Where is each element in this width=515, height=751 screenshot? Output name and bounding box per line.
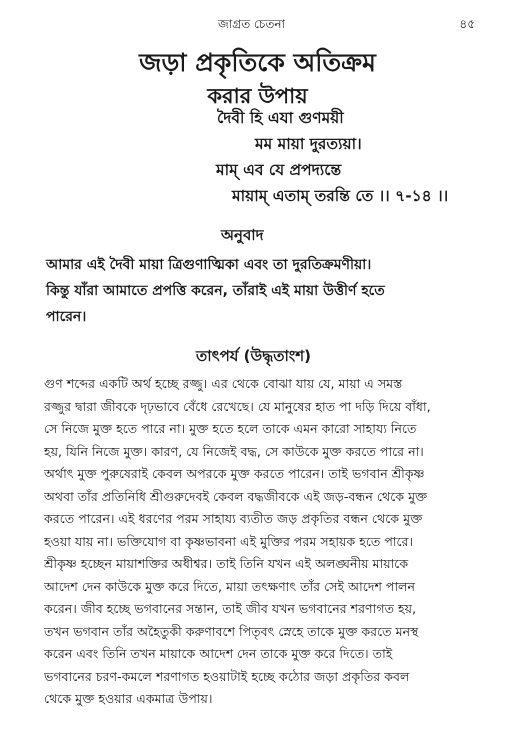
purport-line: থেকে মুক্ত হওয়ার একমাত্র উপায়।: [44, 691, 213, 706]
purport-line: করতে পারেন। এই ধরণের পরম সাহায্য ব্যতীত জড় প্রকৃতির বন্ধন থেকে মুক্ত: [44, 511, 423, 526]
translation-line-1: আমার এই দৈবী মায়া ত্রিগুণাত্মিকা এবং তা দুরতিক্রমণীয়া।: [46, 257, 372, 273]
purport-line: করেন এবং তিনি তখন মায়াকে আদেশ দেন তাকে মুক্ত করে দিতে। তাই: [44, 646, 393, 661]
running-head: জাগ্রত চেতনা: [218, 17, 286, 31]
translation-line-2: কিন্তু যাঁরা আমাতে প্রপত্তি করেন, তাঁরাই এই মায়া উত্তীর্ণ হতে: [46, 283, 385, 299]
verse-line-2: মম মায়া দুরত্যয়া।: [255, 135, 362, 153]
purport-line: অর্থাৎ মুক্ত পুরুষেরাই কেবল অপরকে মুক্ত করতে পারেন। তাই ভগবান শ্রীকৃষ্ণ: [44, 466, 425, 481]
purport-line: হয়, যিনি নিজে মুক্ত। কারণ, যে নিজেই বদ্ধ, সে কাউকে মুক্ত করতে পারে না।: [44, 443, 424, 459]
verse-line-4: মায়াম্‌ এতাম্‌ তরন্তি তে ।। ৭-১৪ ।।: [232, 187, 449, 205]
purport-line: হওয়া যায় না। ভক্তিযোগ বা কৃষ্ণভাবনা এই মুক্তির পরম সহায়ক হতে পারে।: [44, 533, 414, 549]
purport-line: সে নিজে মুক্ত হতে পারে না। মুক্ত হতে হলে তাকে এমন কারো সাহায্য নিতে: [44, 421, 417, 436]
purport-line: রজ্জুর দ্বারা জীবকে দৃঢ়ভাবে বেঁধে রেখেছে। যে মানুষের হাত পা দড়ি দিয়ে বাঁধা,: [44, 398, 431, 414]
purport-line: শ্রীকৃষ্ণ হচ্ছেন মায়াশক্তির অধীশ্বর। তাই তিনি যখন এই অলঙ্ঘনীয় মায়াকে: [44, 556, 409, 571]
chapter-title: জড়া প্রকৃতিকে অতিক্রম: [139, 48, 376, 77]
purport-line: অথবা তাঁর প্রতিনিধি শ্রীগুরুদেবই কেবল বদ্ধজীবকে এই জড়-বন্ধন থেকে মুক্ত: [44, 488, 428, 504]
purport-paragraph: [44, 373, 480, 711]
purport-line: গুণ শব্দের একটি অর্থ হচ্ছে রজ্জু। এর থেকে বোঝা যায় যে, মায়া এ সমস্ত: [44, 376, 403, 391]
purport-line: করেন। জীব হচ্ছে ভগবানের সন্তান, তাই জীব যখন ভগবানের শরণাগত হয়,: [44, 601, 417, 616]
verse-line-3: মাম্‌ এব যে প্রপদ্যন্তে: [216, 161, 342, 179]
translation-heading: অনুবাদ: [221, 226, 264, 244]
purport-line: তখন ভগবান তাঁর অহৈতুকী করুণাবশে পিতৃবৎ স্নেহে তাকে মুক্ত করতে মনস্থ: [44, 623, 419, 639]
chapter-subtitle: করার উপায়: [207, 84, 308, 108]
verse-line-1: দৈবী হি এযা গুণময়ী: [217, 109, 344, 127]
purport-line: আদেশ দেন কাউকে মুক্ত করে দিতে, মায়া তৎক্ষণাৎ তাঁর সেই আদেশ পালন: [44, 578, 416, 594]
translation-line-3: পারেন।: [46, 309, 87, 325]
purport-heading: তাৎপর্য (উদ্ধৃতাংশ): [196, 347, 311, 365]
page-number: ৪৫: [459, 17, 475, 31]
purport-line: ভগবানের চরণ-কমলে শরণাগত হওয়াটাই হচ্ছে কঠোর জড়া প্রকৃতির কবল: [44, 668, 410, 684]
